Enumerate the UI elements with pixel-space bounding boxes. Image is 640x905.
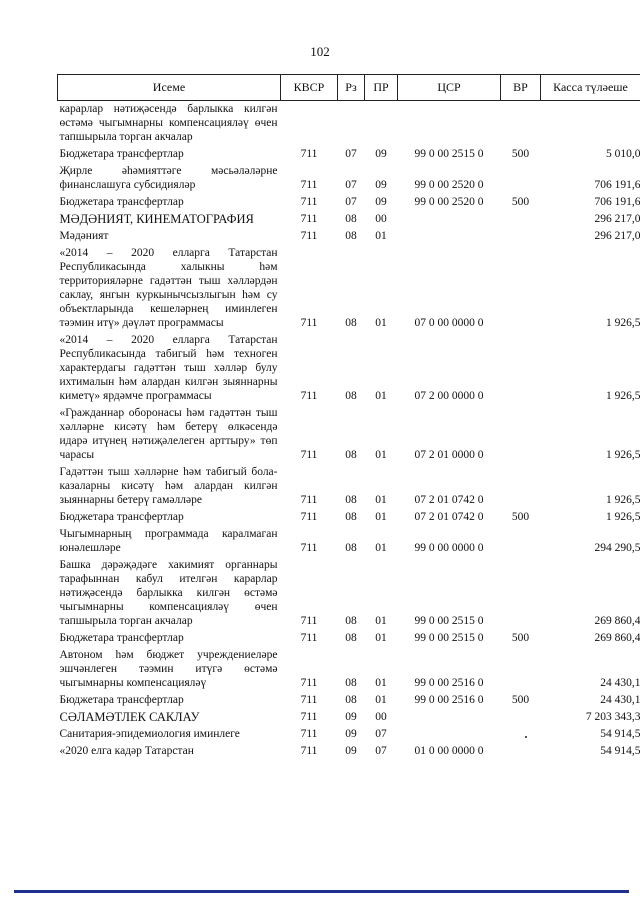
page-number: 102 — [310, 44, 330, 59]
cell-amount: 54 914,5 — [600, 728, 640, 740]
cell-kvsr: 711 — [300, 542, 318, 554]
cell-name: Мәдәният — [59, 230, 109, 242]
cell-rz: 08 — [345, 511, 357, 523]
cell-name: Җирле әһәмияттәге мәсьәләләрне финанслашуга субсидияләр — [59, 165, 278, 191]
scan-speck — [525, 736, 527, 738]
cell-vr — [501, 211, 541, 228]
cell-kvsr: 711 — [300, 179, 318, 191]
cell-name: Бюджетара трансфертлар — [59, 694, 184, 706]
cell-vr — [501, 709, 541, 726]
table-row — [58, 743, 640, 760]
cell-name: «2014 – 2020 елларга Татарстан Республикасында халыкны һәм территорияләрне гадәттән тыш хәлләрдән саклау, янгын куркынычсызлыгын һәм су объектларында кешеләрнең иминлеген тәэмин итү» дәүләт программасы — [59, 247, 278, 329]
cell-rz: 09 — [345, 745, 357, 757]
cell-rz — [338, 101, 365, 147]
cell-name: «Гражданнар оборонасы һәм гадәттән тыш хәлләрне кисәтү һәм бетерү өлкәсендә идарә итүнең нәтиҗәлелеген арттыру» төп чарасы — [59, 407, 278, 461]
cell-name: карарлар нәтиҗәсендә барлыкка килгән өстәмә чыгымнарны компенсацияләү өчен тапшырыла торган акчалар — [59, 103, 278, 143]
cell-pr: 09 — [375, 179, 387, 191]
cell-pr: 01 — [375, 449, 387, 461]
cell-pr: 09 — [375, 148, 387, 160]
cell-pr: 09 — [375, 196, 387, 208]
cell-kvsr: 711 — [300, 511, 318, 523]
cell-name: «2020 елга кадәр Татарстан — [59, 745, 194, 757]
table-row — [58, 464, 640, 509]
cell-kvsr — [281, 101, 338, 147]
cell-rz: 08 — [345, 317, 357, 329]
table-row — [58, 557, 640, 630]
cell-pr: 01 — [375, 677, 387, 689]
cell-vr — [501, 526, 541, 557]
cell-rz: 09 — [345, 711, 357, 723]
cell-vr — [501, 405, 541, 464]
cell-rz: 08 — [345, 230, 357, 242]
table-body — [58, 101, 640, 761]
cell-kvsr: 711 — [300, 148, 318, 160]
cell-rz: 08 — [345, 615, 357, 627]
cell-amount: 706 191,6 — [594, 179, 640, 191]
cell-rz: 08 — [345, 494, 357, 506]
table-header-row — [58, 75, 640, 101]
cell-vr — [501, 557, 541, 630]
cell-vr — [501, 228, 541, 245]
cell-amount: 1 926,5 — [606, 494, 640, 506]
cell-csr: 07 0 00 0000 0 — [414, 317, 484, 329]
cell-kvsr: 711 — [300, 694, 318, 706]
cell-csr: 07 2 01 0000 0 — [414, 449, 484, 461]
cell-pr: 00 — [375, 711, 387, 723]
header-amount: Касса түләеше — [541, 75, 640, 101]
cell-name: Башка дәрәҗәдәге хакимият органнары тарафыннан кабул ителгән карарлар нәтиҗәсендә барлыкка килгән өстәмә чыгымнарны компенсацияләү өчен тапшырыла торган акчалар — [59, 559, 278, 627]
cell-csr: 07 2 00 0000 0 — [414, 390, 484, 402]
cell-rz: 09 — [345, 728, 357, 740]
cell-name: МӘДӘНИЯТ, КИНЕМАТОГРАФИЯ — [59, 212, 254, 226]
cell-kvsr: 711 — [300, 632, 318, 644]
cell-pr: 07 — [375, 745, 387, 757]
cell-amount: 24 430,1 — [600, 677, 640, 689]
cell-csr: 99 0 00 2515 0 — [414, 148, 484, 160]
cell-pr: 01 — [375, 317, 387, 329]
cell-csr: 07 2 01 0742 0 — [414, 494, 484, 506]
table-row — [58, 526, 640, 557]
cell-pr: 01 — [375, 230, 387, 242]
cell-pr: 01 — [375, 511, 387, 523]
cell-rz: 08 — [345, 213, 357, 225]
cell-csr: 07 2 01 0742 0 — [414, 511, 484, 523]
cell-csr — [398, 211, 501, 228]
cell-amount: 296 217,0 — [594, 230, 640, 242]
header-vr: ВР — [501, 75, 541, 101]
cell-csr — [398, 101, 501, 147]
cell-pr: 01 — [375, 632, 387, 644]
cell-vr — [501, 743, 541, 760]
cell-name: Бюджетара трансфертлар — [59, 632, 184, 644]
table-row — [58, 101, 640, 147]
cell-rz: 08 — [345, 677, 357, 689]
cell-name: Бюджетара трансфертлар — [59, 511, 184, 523]
cell-kvsr: 711 — [300, 677, 318, 689]
cell-pr: 01 — [375, 542, 387, 554]
header-pr: ПР — [365, 75, 398, 101]
cell-vr — [501, 464, 541, 509]
cell-vr: 500 — [511, 148, 530, 160]
cell-vr — [501, 163, 541, 194]
table-row — [58, 245, 640, 332]
table-row — [58, 228, 640, 245]
table-row — [58, 709, 640, 726]
cell-kvsr: 711 — [300, 745, 318, 757]
header-csr: ЦСР — [398, 75, 501, 101]
cell-csr — [398, 228, 501, 245]
cell-kvsr: 711 — [300, 213, 318, 225]
cell-vr — [501, 101, 541, 147]
budget-table — [57, 74, 640, 760]
cell-vr: 500 — [511, 511, 530, 523]
table-row — [58, 726, 640, 743]
header-rz: Рз — [338, 75, 365, 101]
cell-kvsr: 711 — [300, 230, 318, 242]
cell-name: «2014 – 2020 елларга Татарстан Республикасында табигый һәм техноген характердагы гадәттән тыш хәлләр булу ихтималын һәм алардан килгән зыяннарны киметү» ярдәмче программасы — [59, 334, 278, 402]
cell-amount: 54 914,5 — [600, 745, 640, 757]
cell-rz: 07 — [345, 179, 357, 191]
cell-amount: 1 926,5 — [606, 390, 640, 402]
cell-pr: 01 — [375, 390, 387, 402]
cell-kvsr: 711 — [300, 390, 318, 402]
cell-vr — [501, 726, 541, 743]
cell-csr: 99 0 00 2520 0 — [414, 179, 484, 191]
header-name: Исеме — [58, 75, 281, 101]
cell-amount: 269 860,4 — [594, 615, 640, 627]
cell-rz: 08 — [345, 694, 357, 706]
cell-vr — [501, 245, 541, 332]
table-row — [58, 405, 640, 464]
table-row — [58, 332, 640, 405]
cell-vr: 500 — [511, 694, 530, 706]
cell-kvsr: 711 — [300, 711, 318, 723]
cell-rz: 08 — [345, 449, 357, 461]
cell-name: Бюджетара трансфертлар — [59, 148, 184, 160]
scan-edge-line — [14, 890, 629, 893]
cell-rz: 07 — [345, 148, 357, 160]
cell-rz: 08 — [345, 390, 357, 402]
cell-vr — [501, 647, 541, 692]
cell-rz: 07 — [345, 196, 357, 208]
table-row — [58, 509, 640, 526]
cell-vr: 500 — [511, 632, 530, 644]
cell-csr: 99 0 00 2516 0 — [414, 694, 484, 706]
cell-kvsr: 711 — [300, 494, 318, 506]
cell-name: Санитария-эпидемиология иминлеге — [59, 728, 240, 740]
table-row — [58, 647, 640, 692]
table-row — [58, 692, 640, 709]
cell-pr: 07 — [375, 728, 387, 740]
table-row — [58, 146, 640, 163]
header-kvsr: КВСР — [281, 75, 338, 101]
cell-rz: 08 — [345, 632, 357, 644]
cell-kvsr: 711 — [300, 317, 318, 329]
cell-name: Автоном һәм бюджет учреждениеләре эшчәнлеген тәэмин итүгә өстәмә чыгымнарны компенсацияләү — [59, 649, 278, 689]
table-row — [58, 194, 640, 211]
cell-vr: 500 — [511, 196, 530, 208]
cell-amount: 269 860,4 — [594, 632, 640, 644]
cell-csr: 99 0 00 2515 0 — [414, 632, 484, 644]
cell-csr: 01 0 00 0000 0 — [414, 745, 484, 757]
cell-pr: 01 — [375, 494, 387, 506]
cell-amount: 5 010,0 — [606, 148, 640, 160]
cell-csr: 99 0 00 2520 0 — [414, 196, 484, 208]
table-row — [58, 211, 640, 228]
cell-csr — [398, 709, 501, 726]
cell-pr: 01 — [375, 694, 387, 706]
cell-amount: 706 191,6 — [594, 196, 640, 208]
cell-csr: 99 0 00 2515 0 — [414, 615, 484, 627]
cell-kvsr: 711 — [300, 449, 318, 461]
cell-amount: 1 926,5 — [606, 317, 640, 329]
cell-amount — [541, 101, 640, 147]
cell-amount: 1 926,5 — [606, 449, 640, 461]
cell-pr: 01 — [375, 615, 387, 627]
cell-csr: 99 0 00 2516 0 — [414, 677, 484, 689]
cell-kvsr: 711 — [300, 728, 318, 740]
cell-pr: 00 — [375, 213, 387, 225]
cell-kvsr: 711 — [300, 196, 318, 208]
cell-amount: 296 217,0 — [594, 213, 640, 225]
cell-name: Гадәттән тыш хәлләрне һәм табигый бола-казаларны кисәтү һәм алардан килгән зыяннарны бетерү гамәлләре — [59, 466, 278, 506]
cell-rz: 08 — [345, 542, 357, 554]
cell-name: Бюджетара трансфертлар — [59, 196, 184, 208]
cell-amount: 24 430,1 — [600, 694, 640, 706]
table-row — [58, 630, 640, 647]
table-row — [58, 163, 640, 194]
cell-vr — [501, 332, 541, 405]
cell-amount: 294 290,5 — [594, 542, 640, 554]
cell-amount: 1 926,5 — [606, 511, 640, 523]
cell-kvsr: 711 — [300, 615, 318, 627]
cell-amount: 7 203 343,3 — [585, 711, 640, 723]
cell-name: СӘЛАМӘТЛЕК САКЛАУ — [59, 710, 200, 724]
cell-name: Чыгымнарның программада каралмаган юнәлешләре — [59, 528, 278, 554]
cell-pr — [365, 101, 398, 147]
cell-csr: 99 0 00 0000 0 — [414, 542, 484, 554]
cell-csr — [398, 726, 501, 743]
